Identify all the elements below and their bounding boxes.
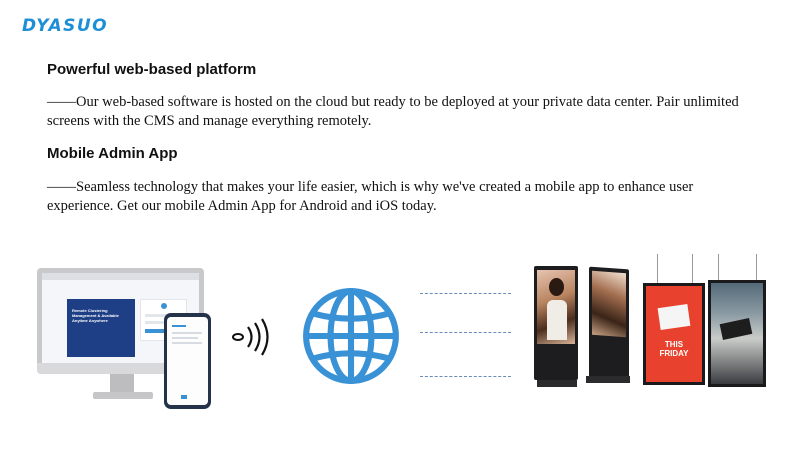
section-heading-mobile-app: Mobile Admin App	[47, 145, 178, 162]
kiosk-screen-person	[549, 278, 564, 296]
browser-bar	[42, 273, 199, 280]
section-heading-platform: Powerful web-based platform	[47, 61, 257, 78]
monitor-base	[93, 392, 153, 399]
wireless-signal-icon	[228, 317, 272, 357]
floor-kiosk-icon	[534, 266, 578, 380]
hanging-display-icon	[643, 283, 705, 385]
connection-line	[420, 376, 511, 377]
connection-line	[420, 332, 511, 333]
display-graphic	[720, 318, 753, 340]
hanging-display-screen	[711, 283, 763, 384]
kiosk-screen-dress	[547, 300, 567, 340]
smartphone-icon	[164, 313, 211, 409]
display-graphic	[658, 304, 691, 330]
monitor-stand	[110, 374, 134, 392]
app-row	[172, 337, 198, 339]
cloud-icon	[161, 303, 167, 309]
app-header	[172, 325, 186, 327]
brand-logo: DYASUO	[22, 16, 109, 36]
hanging-wire	[692, 254, 693, 286]
section-body-platform: ——Our web-based software is hosted on the cloud but ready to be deployed at your private data center. Pair unlimited screens with the CMS and manage everything remotely.	[47, 94, 739, 129]
cms-banner	[67, 299, 135, 357]
connection-line	[420, 293, 511, 294]
kiosk-screen	[592, 271, 626, 337]
section-body-mobile-app: ——Seamless technology that makes your life easier, which is why we've created a mobile app to enhance user experience. Get our mobile Admin App for Android and iOS today.	[47, 179, 694, 214]
hanging-display-screen	[646, 286, 702, 382]
app-row	[172, 342, 202, 344]
kiosk-screen	[537, 270, 575, 344]
phone-screen	[167, 317, 208, 405]
kiosk-base	[537, 380, 577, 387]
app-nav	[181, 395, 187, 399]
hanging-wire	[756, 254, 757, 282]
floor-kiosk-icon	[589, 267, 629, 382]
hanging-display-text: THIS FRIDAY	[659, 340, 689, 358]
cms-banner-title: Remote Clustering Management & Available Anytime Anywhere	[72, 308, 119, 323]
kiosk-base	[586, 376, 630, 383]
app-row	[172, 332, 202, 334]
hanging-wire	[657, 254, 658, 286]
hanging-display-icon	[708, 280, 766, 387]
globe-icon	[300, 285, 402, 387]
hanging-wire	[718, 254, 719, 282]
